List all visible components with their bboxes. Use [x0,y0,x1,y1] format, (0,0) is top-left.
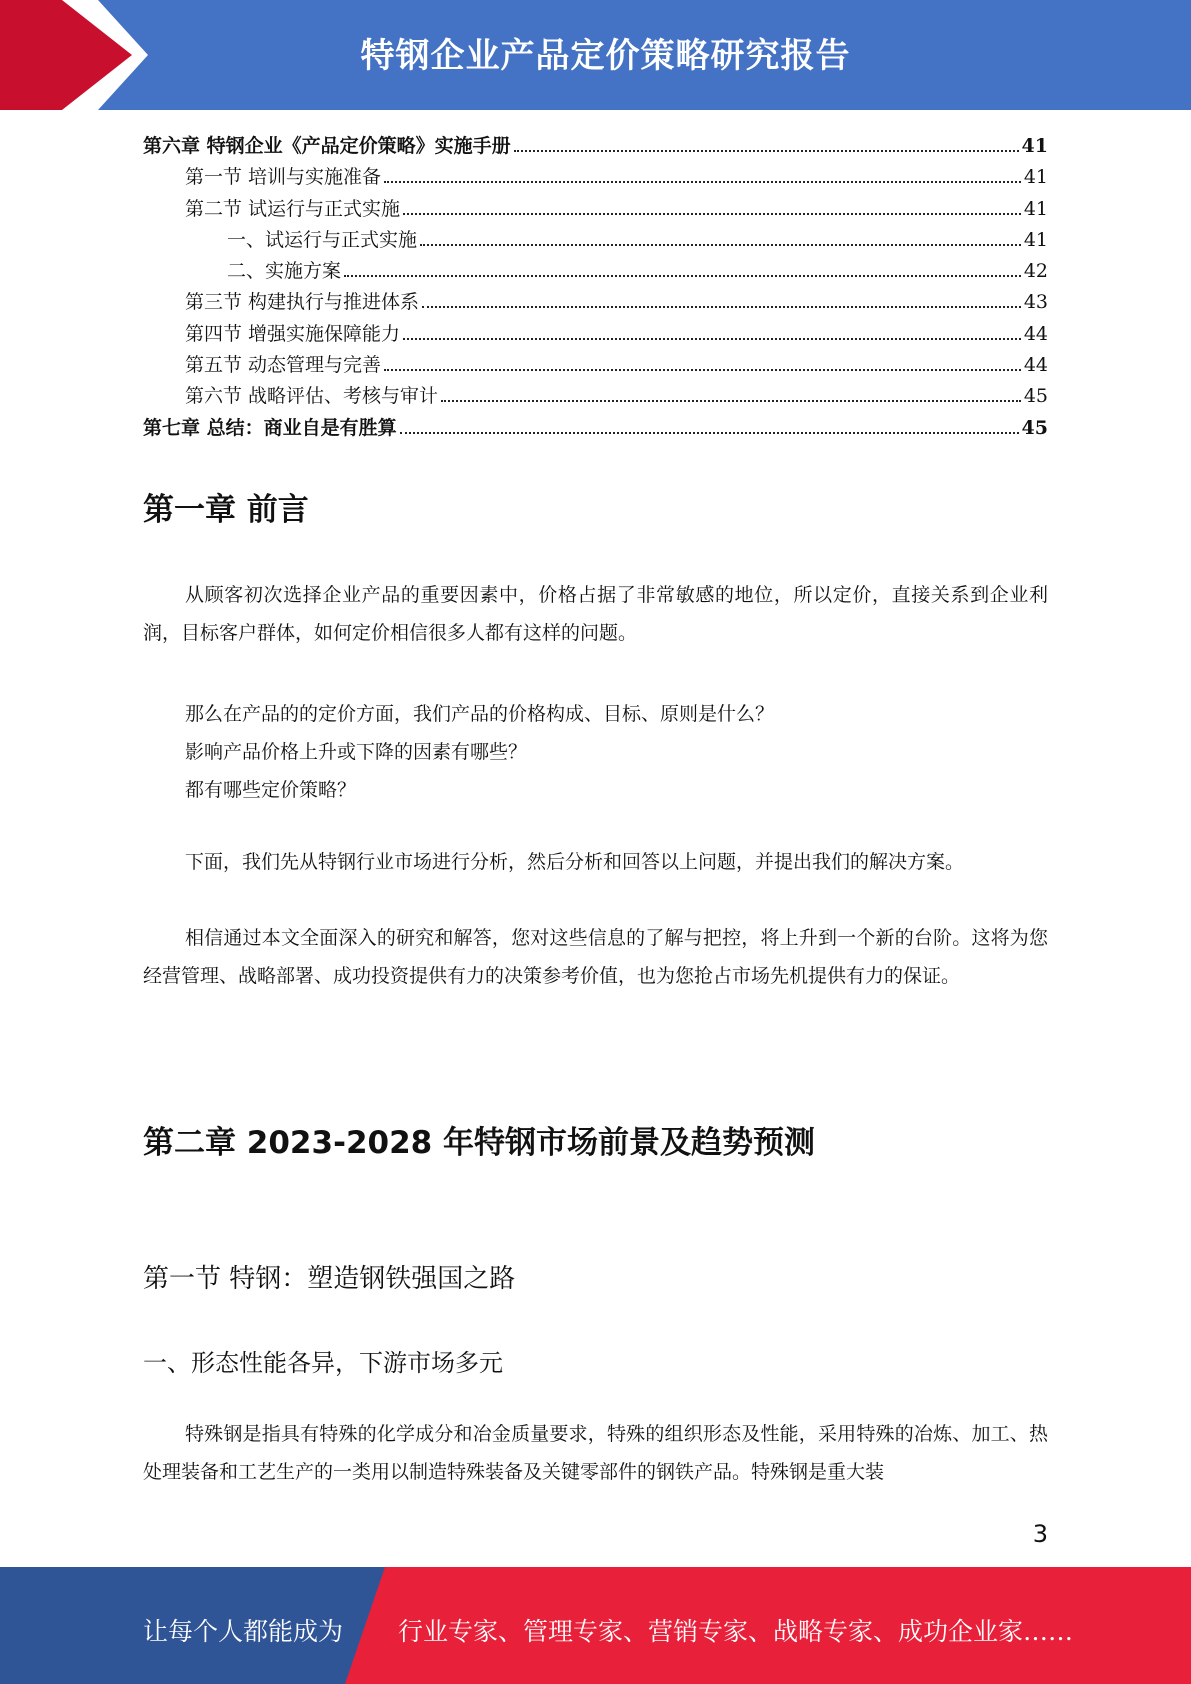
chapter2-paragraph: 特殊钢是指具有特殊的化学成分和冶金质量要求，特殊的组织形态及性能，采用特殊的冶炼、加工、热处理装备和工艺生产的一类用以制造特殊装备及关键零部件的钢铁产品。特殊钢是重大装 [143,1423,1048,1483]
toc-entry[interactable]: 一、试运行与正式实施 41 [227,228,1048,251]
chapter1-heading: 第一章 前言 [143,492,309,528]
subsection-heading: 一、形态性能各异，下游市场多元 [143,1349,503,1377]
chapter1-question: 影响产品价格上升或下降的因素有哪些？ [185,741,528,763]
toc-entry[interactable]: 第六章 特钢企业《产品定价策略》实施手册 41 [143,135,1048,157]
chapter1-question: 都有哪些定价策略？ [185,779,357,801]
chapter1-paragraph: 下面，我们先从特钢行业市场进行分析，然后分析和回答以上问题，并提出我们的解决方案。 [185,851,965,873]
footer-slogan-left: 让每个人都能成为 [143,1617,344,1646]
report-title: 特钢企业产品定价策略研究报告 [360,36,851,76]
toc-entry[interactable]: 第六节 战略评估、考核与审计 45 [185,385,1048,408]
page-footer [0,1567,1191,1684]
chapter1-question: 那么在产品的的定价方面，我们产品的价格构成、目标、原则是什么？ [185,703,775,725]
toc-entry[interactable]: 第二节 试运行与正式实施 41 [185,197,1048,220]
table-of-contents [143,131,1048,444]
toc-entry[interactable]: 第四节 增强实施保障能力 44 [185,322,1048,345]
chapter1-paragraph: 从顾客初次选择企业产品的重要因素中，价格占据了非常敏感的地位，所以定价，直接关系到企业利润，目标客户群体，如何定价相信很多人都有这样的问题。 [143,584,1048,644]
chapter2-heading: 第二章 2023-2028 年特钢市场前景及趋势预测 [143,1125,816,1161]
chapter1-paragraph: 相信通过本文全面深入的研究和解答，您对这些信息的了解与把控，将上升到一个新的台阶。这将为您经营管理、战略部署、成功投资提供有力的决策参考价值，也为您抢占市场先机提供有力的保证。 [143,927,1048,987]
page-number: 3 [1032,1520,1048,1548]
toc-entry[interactable]: 第五节 动态管理与完善 44 [185,354,1048,377]
toc-entry[interactable]: 第三节 构建执行与推进体系 43 [185,291,1048,314]
page-header [0,0,1191,110]
toc-entry[interactable]: 第一节 培训与实施准备 41 [185,166,1048,189]
section-heading: 第一节 特钢：塑造钢铁强国之路 [143,1264,516,1294]
toc-entry[interactable]: 二、实施方案 42 [227,260,1048,283]
toc-entry[interactable]: 第七章 总结：商业自是有胜算 45 [143,416,1048,439]
footer-slogan-right: 行业专家、管理专家、营销专家、战略专家、成功企业家…… [398,1617,1074,1646]
